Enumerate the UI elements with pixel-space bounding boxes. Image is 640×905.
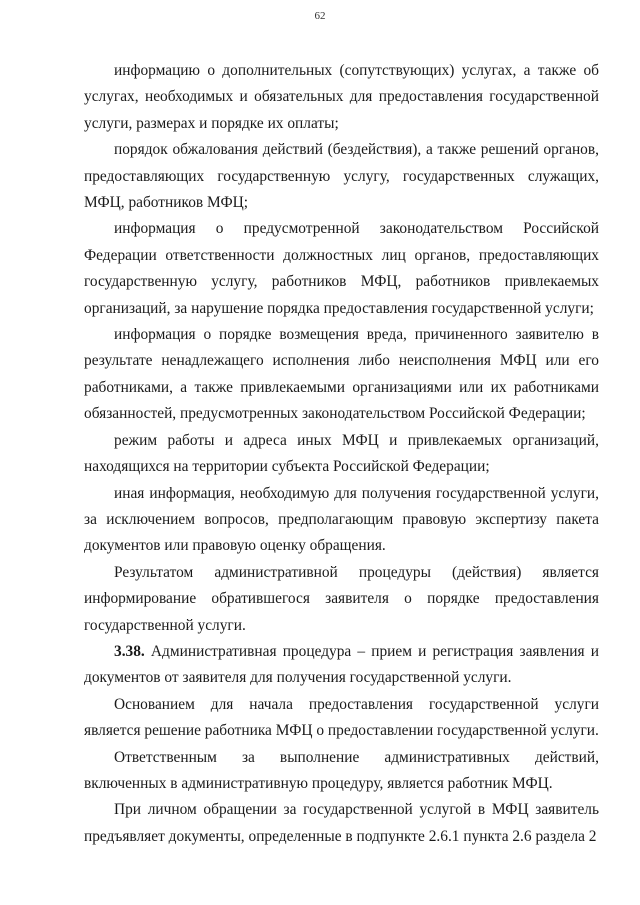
- paragraph: порядок обжалования действий (бездействия), а также решений органов, предоставляющих государственную услугу, государственных служащих, МФЦ, работников МФЦ;: [84, 141, 599, 212]
- section-paragraph: [84, 639, 599, 692]
- paragraph: Ответственным за выполнение административных действий, включенных в административную процедуру, является работник МФЦ.: [84, 748, 599, 792]
- paragraph: информация о порядке возмещения вреда, причиненного заявителю в результате ненадлежащего исполнения либо неисполнения МФЦ или его работниками, а также привлекаемыми организациями или их работниками обязанностей, предусмотренных законодательством Российской Федерации;: [84, 326, 599, 423]
- page-number: 62: [314, 10, 326, 22]
- section-number: 3.38.: [114, 642, 145, 660]
- paragraph: режим работы и адреса иных МФЦ и привлекаемых организаций, находящихся на территории субъекта Российской Федерации;: [84, 431, 599, 476]
- paragraph: иная информация, необходимую для получения государственной услуги, за исключением вопросов, предполагающим правовую экспертизу пакета документов или правовую оценку обращения.: [84, 484, 599, 555]
- paragraph: информацию о дополнительных (сопутствующих) услугах, а также об услугах, необходимых и обязательных для предоставления государственной услуги, размерах и порядке их оплаты;: [84, 62, 599, 132]
- paragraph: При личном обращении за государственной услугой в МФЦ заявитель предъявляет документы, определенные в подпункте 2.6.1 пункта 2.6 раздела 2: [84, 801, 599, 845]
- paragraph: Результатом административной процедуры (действия) является информирование обратившегося заявителя о порядке предоставления государственной услуги.: [84, 563, 599, 634]
- section-text: Административная процедура – прием и регистрация заявления и документов от заявителя для получения государственной услуги.: [84, 642, 599, 687]
- paragraph: информация о предусмотренной законодательством Российской Федерации ответственности должностных лиц органов, предоставляющих государственную услугу, работников МФЦ, работников привлекаемых организаций, за нарушение порядка предоставления государственной услуги;: [84, 220, 599, 317]
- document-body: [84, 58, 599, 850]
- paragraph: Основанием для начала предоставления государственной услуги является решение работника МФЦ о предоставлении государственной услуги.: [84, 695, 599, 740]
